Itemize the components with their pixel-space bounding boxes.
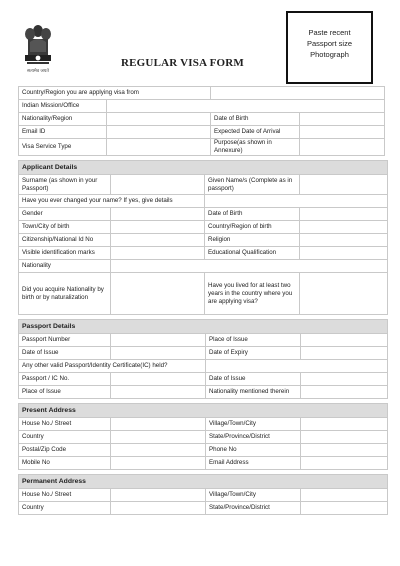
- photo-instruction-line: Paste recent: [308, 28, 351, 37]
- table-row: [19, 457, 388, 470]
- service-type-field[interactable]: [107, 139, 211, 156]
- other-passport-field[interactable]: [206, 360, 388, 373]
- passport-section-title: Passport Details: [19, 320, 388, 334]
- lived-two-years-field[interactable]: [300, 273, 388, 315]
- section-header-row: [19, 161, 388, 175]
- mobile-label: Mobile No: [19, 457, 111, 470]
- nationality-acquired-label: Did you acquire Nationality by birth or by naturalization: [19, 273, 111, 315]
- passport-expiry-field[interactable]: [301, 347, 388, 360]
- present-village-label: Village/Town/City: [206, 418, 301, 431]
- education-field[interactable]: [300, 247, 388, 260]
- present-village-field[interactable]: [301, 418, 388, 431]
- ic-number-label: Passport / IC No.: [19, 373, 111, 386]
- table-row: [19, 234, 388, 247]
- country-applying-label: Country/Region you are applying visa from: [19, 87, 211, 100]
- phone-field[interactable]: [301, 444, 388, 457]
- photo-placeholder: [286, 11, 373, 84]
- passport-place-field[interactable]: [301, 334, 388, 347]
- other-passport-label: Any other valid Passport/Identity Certificate(IC) held?: [19, 360, 206, 373]
- present-address-table: [18, 403, 388, 470]
- ic-nationality-label: Nationality mentioned therein: [206, 386, 301, 399]
- permanent-house-field[interactable]: [111, 489, 206, 502]
- purpose-field[interactable]: [300, 139, 385, 156]
- identification-marks-label: Visible identification marks: [19, 247, 111, 260]
- permanent-state-label: State/Province/District: [206, 502, 301, 515]
- form-title: REGULAR VISA FORM: [121, 57, 244, 69]
- name-change-label: Have you ever changed your name? If yes, give details: [19, 195, 205, 208]
- photo-instruction-line: Passport size: [306, 39, 353, 48]
- table-row: [19, 418, 388, 431]
- table-row: [19, 360, 388, 373]
- permanent-state-field[interactable]: [301, 502, 388, 515]
- religion-field[interactable]: [300, 234, 388, 247]
- present-email-field[interactable]: [301, 457, 388, 470]
- table-row: [19, 373, 388, 386]
- passport-details-table: [18, 319, 388, 399]
- permanent-house-label: House No./ Street: [19, 489, 111, 502]
- table-row: [19, 386, 388, 399]
- table-row: [19, 208, 388, 221]
- applicant-nationality-label: Nationality: [19, 260, 111, 273]
- postal-code-label: Postal/Zip Code: [19, 444, 111, 457]
- table-row: [19, 260, 388, 273]
- religion-label: Religion: [205, 234, 300, 247]
- table-row: [19, 502, 388, 515]
- gender-label: Gender: [19, 208, 111, 221]
- ic-number-field[interactable]: [111, 373, 206, 386]
- permanent-village-label: Village/Town/City: [206, 489, 301, 502]
- applicant-dob-label: Date of Birth: [205, 208, 300, 221]
- table-row: [19, 175, 388, 195]
- applicant-nationality-field[interactable]: [111, 260, 388, 273]
- applicant-dob-field[interactable]: [300, 208, 388, 221]
- ic-issue-date-label: Date of Issue: [206, 373, 301, 386]
- permanent-village-field[interactable]: [301, 489, 388, 502]
- table-row: [19, 139, 385, 156]
- given-name-label: Given Name/s (Complete as in passport): [205, 175, 300, 195]
- table-row: [19, 87, 385, 100]
- nationality-field[interactable]: [107, 113, 211, 126]
- dob-label: Date of Birth: [211, 113, 300, 126]
- present-state-field[interactable]: [301, 431, 388, 444]
- ic-issue-date-field[interactable]: [301, 373, 388, 386]
- visa-basic-info-table: [18, 86, 385, 156]
- emblem-motto: सत्यमेव जयते: [27, 68, 49, 73]
- applicant-section-title: Applicant Details: [19, 161, 388, 175]
- birth-country-field[interactable]: [300, 221, 388, 234]
- citizenship-label: Citizenship/National Id No: [19, 234, 111, 247]
- given-name-field[interactable]: [300, 175, 388, 195]
- applicant-details-table: [18, 160, 388, 315]
- passport-expiry-label: Date of Expiry: [206, 347, 301, 360]
- table-row: [19, 431, 388, 444]
- present-house-label: House No./ Street: [19, 418, 111, 431]
- identification-marks-field[interactable]: [111, 247, 205, 260]
- arrival-field[interactable]: [300, 126, 385, 139]
- permanent-country-field[interactable]: [111, 502, 206, 515]
- birth-country-label: Country/Region of birth: [205, 221, 300, 234]
- passport-number-label: Passport Number: [19, 334, 111, 347]
- permanent-address-section-title: Permanent Address: [19, 475, 388, 489]
- permanent-address-table: [18, 474, 388, 515]
- nationality-acquired-field[interactable]: [111, 273, 205, 315]
- table-row: [19, 444, 388, 457]
- present-state-label: State/Province/District: [206, 431, 301, 444]
- country-applying-field[interactable]: [211, 87, 385, 100]
- section-header-row: [19, 404, 388, 418]
- email-field[interactable]: [107, 126, 211, 139]
- surname-label: Surname (as shown in your Passport): [19, 175, 111, 195]
- surname-field[interactable]: [111, 175, 205, 195]
- gender-field[interactable]: [111, 208, 205, 221]
- ic-place-field[interactable]: [111, 386, 206, 399]
- birth-town-field[interactable]: [111, 221, 205, 234]
- citizenship-field[interactable]: [111, 234, 205, 247]
- birth-town-label: Town/City of birth: [19, 221, 111, 234]
- lived-two-years-label: Have you lived for at least two years in the country where you are applying visa?: [205, 273, 300, 315]
- present-country-label: Country: [19, 431, 111, 444]
- mission-field[interactable]: [107, 100, 385, 113]
- section-header-row: [19, 475, 388, 489]
- email-label: Email ID: [19, 126, 107, 139]
- permanent-country-label: Country: [19, 502, 111, 515]
- table-row: [19, 489, 388, 502]
- nationality-label: Nationality/Region: [19, 113, 107, 126]
- arrival-label: Expected Date of Arrival: [211, 126, 300, 139]
- photo-instruction-line: Photograph: [310, 50, 349, 59]
- passport-place-label: Place of Issue: [206, 334, 301, 347]
- passport-issue-date-field[interactable]: [111, 347, 206, 360]
- service-type-label: Visa Service Type: [19, 139, 107, 156]
- table-row: [19, 334, 388, 347]
- postal-code-field[interactable]: [111, 444, 206, 457]
- name-change-field[interactable]: [205, 195, 388, 208]
- present-email-label: Email Address: [206, 457, 301, 470]
- table-row: [19, 221, 388, 234]
- mobile-field[interactable]: [111, 457, 206, 470]
- passport-number-field[interactable]: [111, 334, 206, 347]
- table-row: [19, 100, 385, 113]
- ic-nationality-field[interactable]: [301, 386, 388, 399]
- phone-label: Phone No: [206, 444, 301, 457]
- present-country-field[interactable]: [111, 431, 206, 444]
- section-header-row: [19, 320, 388, 334]
- table-row: [19, 347, 388, 360]
- present-house-field[interactable]: [111, 418, 206, 431]
- present-address-section-title: Present Address: [19, 404, 388, 418]
- table-row: [19, 273, 388, 315]
- passport-issue-date-label: Date of Issue: [19, 347, 111, 360]
- mission-label: Indian Mission/Office: [19, 100, 107, 113]
- dob-field[interactable]: [300, 113, 385, 126]
- table-row: [19, 126, 385, 139]
- purpose-label: Purpose(as shown in Annexure): [211, 139, 300, 156]
- table-row: [19, 247, 388, 260]
- ic-place-label: Place of Issue: [19, 386, 111, 399]
- table-row: [19, 113, 385, 126]
- table-row: [19, 195, 388, 208]
- education-label: Educational Qualification: [205, 247, 300, 260]
